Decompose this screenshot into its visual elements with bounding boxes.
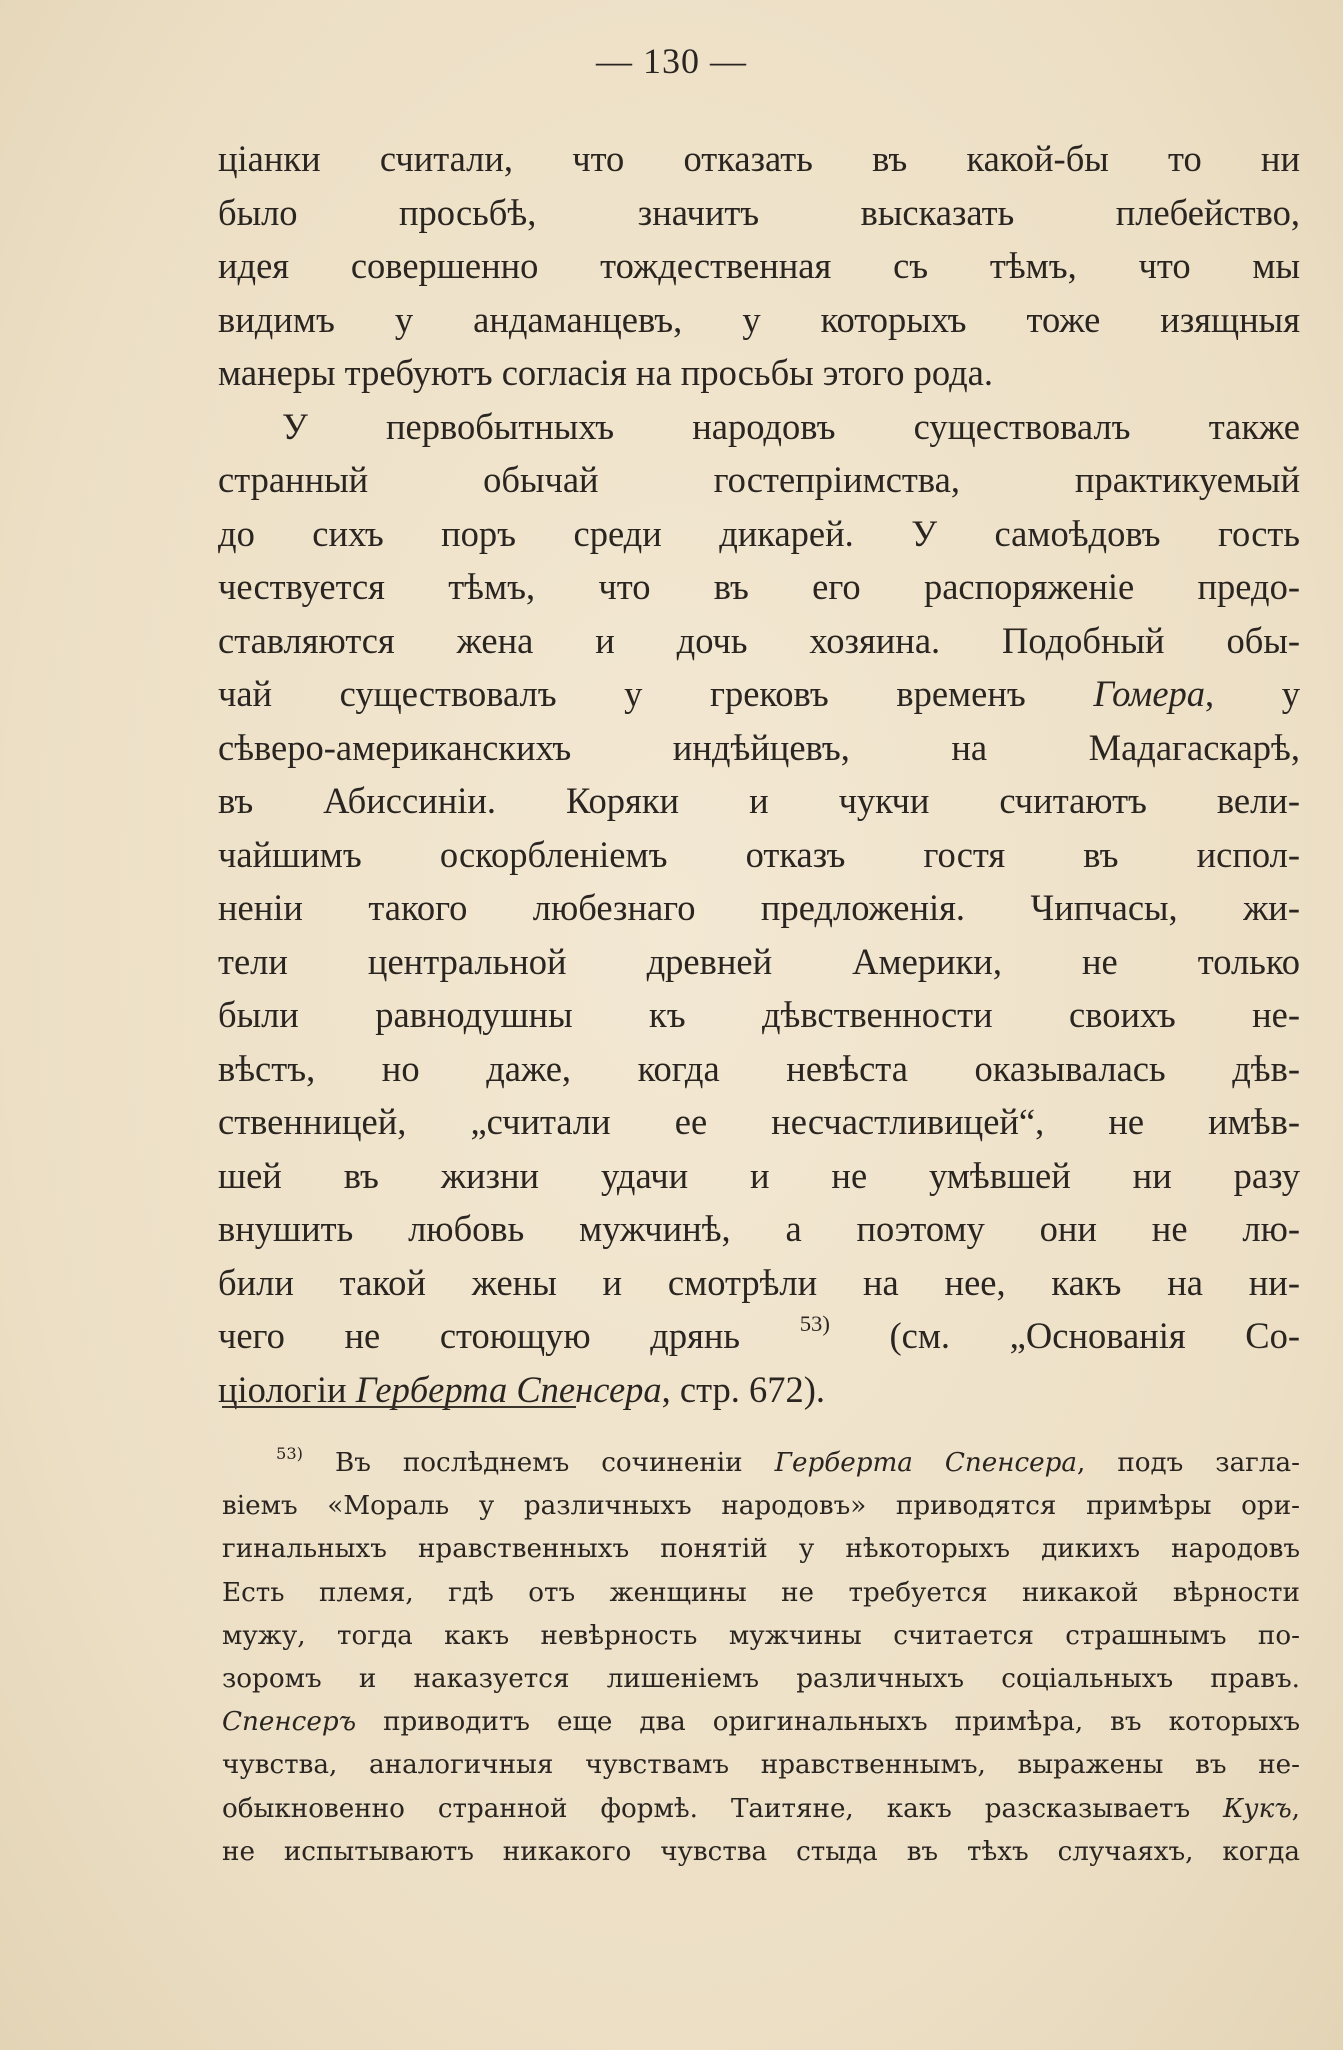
text-run: чего не стоющую дрянь	[218, 1315, 741, 1356]
text-line: шей въ жизни удачи и не умѣвшей ни разу	[218, 1154, 1300, 1196]
page-number: — 130 —	[596, 41, 747, 81]
text-line: тели центральной древней Америки, не только	[218, 940, 1300, 982]
footnote-line	[222, 1788, 1300, 1831]
footnote-line: гинальныхъ нравственныхъ понятій у нѣкоторыхъ дикихъ народовъ	[222, 1534, 1300, 1565]
text-line: внушить любовь мужчинѣ, а поэтому они не лю-	[218, 1208, 1300, 1249]
footnote-marker: 53)	[276, 1443, 303, 1463]
text-line: ставляются жена и дочь хозяина. Подобный обы-	[218, 619, 1300, 661]
text-line: чайшимъ оскорбленіемъ отказъ гостя въ испол-	[218, 833, 1300, 875]
text-line: странный обычай гостепріимства, практикуемый	[218, 459, 1300, 500]
text-run: приводитъ еще два оригинальныхъ примѣра, въ которыхъ	[383, 1707, 1301, 1738]
italic-name: Спенсеръ	[222, 1707, 357, 1738]
text-line: сѣверо-американскихъ индѣйцевъ, на Мадагаскарѣ,	[218, 726, 1300, 768]
text-run: Въ послѣднемъ сочиненіи	[334, 1448, 743, 1478]
footnote-line: чувства, аналогичныя чувствамъ нравственнымъ, выражены въ не-	[222, 1750, 1300, 1781]
text-line: до сихъ поръ среди дикарей. У самоѣдовъ гость	[218, 512, 1300, 554]
text-run: , стр. 672).	[661, 1368, 826, 1410]
footnote-line	[222, 1701, 1300, 1744]
text-line: били такой жены и смотрѣли на нее, какъ на ни-	[218, 1261, 1300, 1303]
italic-name: Герберта Спенсера	[355, 1368, 662, 1410]
text-line: неніи такого любезнаго предложенія. Чипчасы, жи-	[218, 887, 1300, 928]
text-line: ственницей, „считали ее несчастливицей“, не имѣв-	[218, 1101, 1300, 1142]
text-run: обыкновенно странной формѣ. Таитяне, какъ разсказываетъ	[222, 1793, 1191, 1824]
footnote-line: віемъ «Мораль у различныхъ народовъ» приводятся примѣры ори-	[222, 1491, 1300, 1522]
text-line: было просьбѣ, значитъ высказать плебейство,	[218, 191, 1300, 233]
text-line: ціанки считали, что отказать въ какой-бы то ни	[218, 138, 1300, 179]
text-run: , подъ загла-	[1077, 1448, 1300, 1478]
text-run: чай существовалъ у грековъ временъ	[218, 673, 1026, 714]
text-line: идея совершенно тождественная съ тѣмъ, что мы	[218, 245, 1300, 286]
text-line: были равнодушны къ дѣвственности своихъ не-	[218, 994, 1300, 1035]
footnote-separator	[222, 1406, 576, 1408]
text-line	[218, 667, 1300, 721]
footnote	[222, 1442, 1300, 1874]
main-text	[218, 132, 1300, 1416]
footnote-line: Есть племя, гдѣ отъ женщины не требуется никакой вѣрности	[222, 1577, 1300, 1608]
footnote-line	[222, 1442, 1300, 1485]
text-run: ціологіи	[218, 1368, 347, 1410]
text-run: (см. „Основанія Со-	[889, 1315, 1301, 1356]
paragraph-start-line: У первобытныхъ народовъ существовалъ также	[282, 405, 1300, 447]
text-line: манеры требуютъ согласія на просьбы этого рода.	[218, 352, 993, 393]
text-run: , у	[1205, 673, 1300, 714]
italic-name: Кукъ	[1223, 1793, 1292, 1824]
text-line: вѣстъ, но даже, когда невѣста оказывалась дѣв-	[218, 1047, 1300, 1089]
footnote-line: зоромъ и наказуется лишеніемъ различныхъ соціальныхъ правъ.	[222, 1663, 1300, 1694]
text-line: въ Абиссиніи. Коряки и чукчи считаютъ вели-	[218, 780, 1300, 821]
footnote-reference[interactable]: 53)	[799, 1311, 830, 1337]
text-line: чествуется тѣмъ, что въ его распоряженіе предо-	[218, 566, 1300, 607]
text-line	[218, 1309, 1300, 1363]
footnote-line: не испытываютъ никакого чувства стыда въ тѣхъ случаяхъ, когда	[222, 1836, 1300, 1867]
italic-name: Герберта Спенсера	[774, 1448, 1078, 1478]
footnote-line: мужу, тогда какъ невѣрность мужчины считается страшнымъ по-	[222, 1620, 1300, 1651]
text-run: ,	[1291, 1793, 1300, 1824]
italic-name: Гомера	[1093, 673, 1206, 714]
text-line: видимъ у андаманцевъ, у которыхъ тоже изящныя	[218, 298, 1300, 340]
